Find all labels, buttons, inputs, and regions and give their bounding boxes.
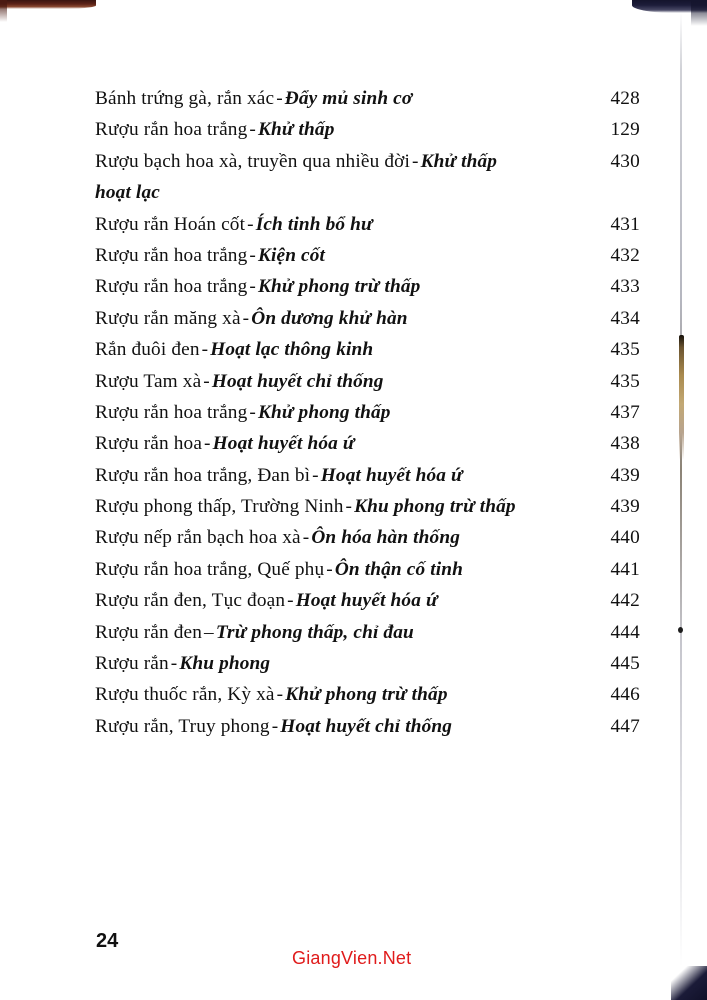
toc-entry[interactable] <box>95 271 640 302</box>
toc-entry-title: Rượu rắn hoa trắng, Đan bì <box>95 464 311 486</box>
toc-entry-page-number: 437 <box>610 401 640 423</box>
toc-entry-title: Rượu rắn hoa trắng <box>95 276 248 298</box>
toc-entry[interactable] <box>95 83 640 114</box>
toc-entry-effect: Hoạt huyết chỉ thống <box>211 370 384 392</box>
toc-entry-title: Rượu rắn hoa trắng, Quế phụ <box>95 558 325 580</box>
toc-entry-text <box>95 209 373 240</box>
toc-entry-text <box>95 366 384 397</box>
toc-entry[interactable] <box>95 303 640 334</box>
toc-entry-title: Rượu rắn hoa trắng <box>95 119 248 141</box>
toc-entry-text <box>95 585 438 616</box>
toc-entry[interactable] <box>95 428 640 459</box>
toc-entry[interactable] <box>95 114 640 145</box>
toc-entry-effect: Trừ phong thấp, chỉ đau <box>215 621 414 643</box>
toc-entry[interactable] <box>95 711 640 742</box>
toc-entry[interactable] <box>95 522 640 553</box>
toc-entry-wrapped-line[interactable] <box>95 177 640 208</box>
toc-entry-title: Rượu phong thấp, Trường Ninh <box>95 496 344 518</box>
toc-entry-separator: - <box>249 276 256 298</box>
toc-entry[interactable] <box>95 491 640 522</box>
toc-entry-title: Rượu thuốc rắn, Kỳ xà <box>95 684 275 706</box>
toc-entry-effect-continued: hoạt lạc <box>95 182 160 204</box>
toc-entry-separator: - <box>276 88 283 109</box>
toc-entry-separator: - <box>302 527 310 549</box>
toc-entry-page-number: 447 <box>610 715 640 737</box>
toc-entry-page-number: 428 <box>610 88 640 109</box>
toc-entry-effect: Ôn hóa hàn thống <box>311 527 461 549</box>
page-number: 24 <box>96 930 119 952</box>
scan-edge-artifact-top-left-tail <box>0 0 7 22</box>
toc-entry-title: Rượu bạch hoa xà, truyền qua nhiều đời <box>95 150 410 172</box>
toc-entry[interactable] <box>95 617 640 648</box>
scan-page-edge-line <box>680 12 682 967</box>
toc-entry[interactable] <box>95 460 640 491</box>
toc-entry-page-number: 444 <box>610 621 640 643</box>
toc-entry-separator: - <box>312 464 319 486</box>
toc-entry-title: Bánh trứng gà, rắn xác <box>95 88 275 109</box>
toc-entry-text <box>95 428 355 459</box>
toc-entry-effect: Ích tinh bổ hư <box>255 213 373 235</box>
toc-entry-effect: Khử thấp <box>420 150 498 172</box>
scan-edge-smudge-right <box>679 335 684 460</box>
toc-entry-text <box>95 83 412 114</box>
toc-entry-title: Rượu rắn <box>95 653 169 675</box>
toc-entry-effect: Khử phong thấp <box>257 401 391 423</box>
toc-entry-separator: - <box>249 244 256 266</box>
toc-entry-page-number: 433 <box>610 276 640 298</box>
toc-entry-text <box>95 240 325 271</box>
toc-entry-separator: - <box>411 150 419 172</box>
toc-entry-page-number: 129 <box>610 119 640 141</box>
toc-entry-title: Rượu rắn đen, Tục đoạn <box>95 590 286 612</box>
toc-entry-effect: Hoạt huyết chỉ thống <box>280 715 453 737</box>
scan-edge-artifact-bottom-right <box>671 966 707 1000</box>
toc-entry-text <box>95 491 516 522</box>
toc-entry-page-number: 446 <box>610 684 640 706</box>
toc-entry[interactable] <box>95 679 640 710</box>
toc-entry-page-number: 442 <box>610 590 640 612</box>
toc-entry-page-number: 445 <box>610 653 640 675</box>
toc-entry[interactable] <box>95 240 640 271</box>
toc-entry-effect: Hoạt huyết hóa ứ <box>212 433 355 455</box>
toc-entry-text <box>95 460 463 491</box>
toc-entry-effect: Ôn dương khử hàn <box>251 307 408 329</box>
toc-entry-separator: - <box>287 590 294 612</box>
toc-entry[interactable] <box>95 397 640 428</box>
toc-entry-effect: Hoạt huyết hóa ứ <box>320 464 463 486</box>
toc-entry-text <box>95 679 448 710</box>
toc-entry-separator: - <box>247 213 254 235</box>
toc-entry-text <box>95 522 460 553</box>
toc-entry-separator: - <box>271 715 279 737</box>
toc-entry-effect: Hoạt huyết hóa ứ <box>295 590 438 612</box>
toc-entry-page-number: 439 <box>610 496 640 518</box>
toc-entry-effect: Khử thấp <box>257 119 335 141</box>
toc-entry-title: Rượu rắn hoa <box>95 433 203 455</box>
toc-entry[interactable] <box>95 648 640 679</box>
toc-entry-title: Rượu rắn măng xà <box>95 307 241 329</box>
toc-entry-separator: - <box>326 558 333 580</box>
toc-entry-separator: - <box>242 307 250 329</box>
toc-entry-page-number: 441 <box>610 558 640 580</box>
toc-entry-separator: - <box>249 119 256 141</box>
scan-edge-artifact-top-right <box>632 0 707 13</box>
toc-entry-page-number: 430 <box>610 150 640 172</box>
toc-entry-text <box>95 303 408 334</box>
toc-entry-title: Rượu Tam xà <box>95 370 202 392</box>
toc-entry-effect: Khu phong <box>179 653 271 675</box>
toc-entry-title: Rượu nếp rắn bạch hoa xà <box>95 527 301 549</box>
scan-edge-artifact-top-left <box>0 0 96 9</box>
toc-entry-text <box>95 648 270 679</box>
toc-entry-title: Rượu rắn Hoán cốt <box>95 213 246 235</box>
toc-entry[interactable] <box>95 209 640 240</box>
table-of-contents-list <box>95 83 640 742</box>
toc-entry-page-number: 438 <box>610 433 640 455</box>
toc-entry-page-number: 434 <box>610 307 640 329</box>
toc-entry-separator: - <box>276 684 284 706</box>
toc-entry-separator: - <box>345 496 353 518</box>
toc-entry-text <box>95 271 420 302</box>
toc-entry-separator: - <box>201 339 209 361</box>
toc-entry[interactable] <box>95 146 640 177</box>
toc-entry[interactable] <box>95 334 640 365</box>
toc-entry-effect: Kiện cốt <box>257 244 326 266</box>
toc-entry-text <box>95 114 335 145</box>
toc-entry-text <box>95 146 497 177</box>
toc-entry[interactable] <box>95 554 640 585</box>
toc-entry-title: Rắn đuôi đen <box>95 339 200 361</box>
toc-entry-title: Rượu rắn hoa trắng <box>95 401 248 423</box>
toc-entry-title: Rượu rắn, Truy phong <box>95 715 270 737</box>
toc-entry[interactable] <box>95 366 640 397</box>
toc-entry-page-number: 439 <box>610 464 640 486</box>
toc-entry-effect: Khử phong trừ thấp <box>285 684 448 706</box>
toc-entry-page-number: 435 <box>610 339 640 361</box>
toc-entry-page-number: 431 <box>610 213 640 235</box>
toc-entry-text <box>95 617 414 648</box>
toc-entry-effect: Khu phong trừ thấp <box>354 496 516 518</box>
toc-entry-separator: - <box>204 433 211 455</box>
toc-entry-text <box>95 711 452 742</box>
toc-entry-effect: Đẩy mủ sinh cơ <box>284 88 413 109</box>
toc-entry-title: Rượu rắn đen <box>95 621 203 643</box>
scan-edge-speck-right <box>678 627 683 633</box>
toc-entry-text <box>95 334 373 365</box>
toc-entry-separator: - <box>170 653 178 675</box>
toc-entry-effect: Khử phong trừ thấp <box>257 276 421 298</box>
scan-edge-artifact-top-right-tail <box>691 0 707 26</box>
toc-entry-text <box>95 397 391 428</box>
toc-entry-page-number: 432 <box>610 244 640 266</box>
toc-entry-separator: – <box>204 621 214 643</box>
toc-entry-effect: Ôn thận cố tinh <box>334 558 463 580</box>
toc-entry-effect: Hoạt lạc thông kinh <box>210 339 374 361</box>
toc-entry-separator: - <box>249 401 256 423</box>
toc-entry-page-number: 435 <box>610 370 640 392</box>
toc-entry-text <box>95 554 463 585</box>
toc-entry-separator: - <box>203 370 210 392</box>
watermark-text: GiangVien.Net <box>292 948 412 968</box>
toc-entry[interactable] <box>95 585 640 616</box>
toc-entry-page-number: 440 <box>610 527 640 549</box>
toc-entry-title: Rượu rắn hoa trắng <box>95 244 248 266</box>
